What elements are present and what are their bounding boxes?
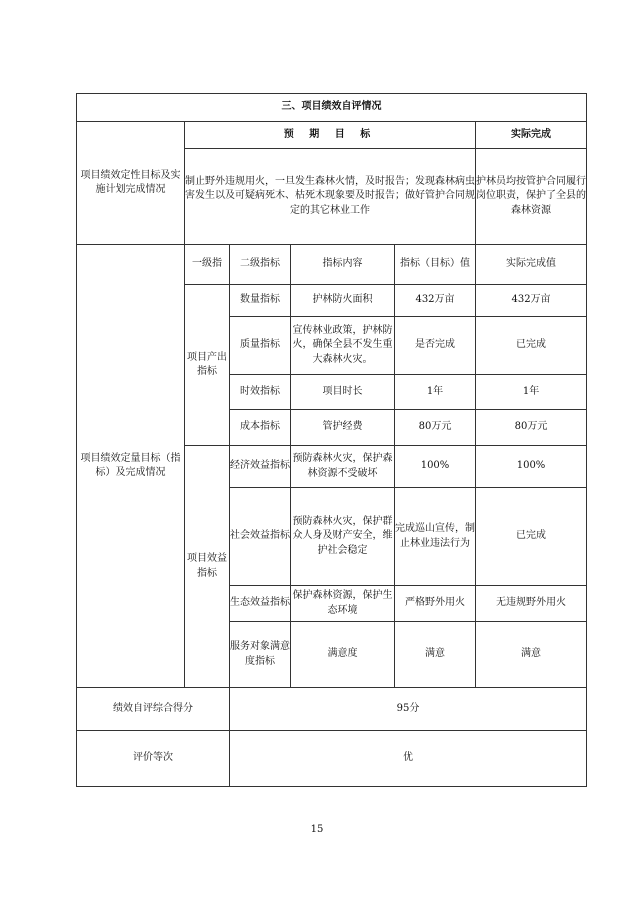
header-content: 指标内容 [291,245,395,285]
table-row-level2: 数量指标 [230,285,291,317]
table-row-actual: 已完成 [476,317,587,375]
performance-table [76,93,587,787]
table-row-target: 432万亩 [395,285,476,317]
table-row-actual: 无违规野外用火 [476,586,587,622]
grade-label: 评价等次 [77,731,230,787]
table-row-content: 项目时长 [291,375,395,410]
table-row-target: 完成巡山宣传，制止林业违法行为 [395,488,476,586]
header-actual: 实际完成值 [476,245,587,285]
table-row-target: 满意 [395,622,476,688]
table-row-level2: 时效指标 [230,375,291,410]
table-row-target: 是否完成 [395,317,476,375]
header-level1: 一级指 [185,245,230,285]
table-row-actual: 80万元 [476,410,587,446]
qualitative-label: 项目绩效定性目标及实施计划完成情况 [77,122,185,245]
table-row-target: 100% [395,446,476,488]
actual-completion-text: 护林员均按管护合同履行岗位职责，保护了全县的森林资源 [476,149,587,245]
table-row-actual: 满意 [476,622,587,688]
table-row-level2: 生态效益指标 [230,586,291,622]
table-row-level2: 社会效益指标 [230,488,291,586]
table-row-content: 护林防火面积 [291,285,395,317]
benefit-indicator-group: 项目效益指标 [185,446,230,688]
table-row-content: 预防森林火灾，保护群众人身及财产安全，维护社会稳定 [291,488,395,586]
expected-goal-header: 预 期 目 标 [185,122,476,149]
table-row-target: 1年 [395,375,476,410]
page-number: 15 [310,824,324,835]
output-indicator-group: 项目产出指标 [185,285,230,446]
score-label: 绩效自评综合得分 [77,688,230,731]
table-row-actual: 1年 [476,375,587,410]
table-row-level2: 服务对象满意度指标 [230,622,291,688]
expected-goal-text: 制止野外违规用火，一旦发生森林火情，及时报告；发现森林病虫害发生以及可疑病死木、枯死木现象要及时报告；做好管护合同规定的其它林业工作 [185,149,476,245]
table-row-actual: 已完成 [476,488,587,586]
table-row-content: 满意度 [291,622,395,688]
table-row-target: 严格野外用火 [395,586,476,622]
score-value: 95分 [230,688,587,731]
table-row-level2: 成本指标 [230,410,291,446]
grade-value: 优 [230,731,587,787]
table-row-target: 80万元 [395,410,476,446]
quantitative-label: 项目绩效定量目标（指标）及完成情况 [77,245,185,688]
table-row-content: 宣传林业政策，护林防火，确保全县不发生重大森林火灾。 [291,317,395,375]
table-row-actual: 100% [476,446,587,488]
table-row-content: 预防森林火灾，保护森林资源不受破坏 [291,446,395,488]
header-target: 指标（目标）值 [395,245,476,285]
table-row-actual: 432万亩 [476,285,587,317]
header-level2: 二级指标 [230,245,291,285]
table-row-level2: 质量指标 [230,317,291,375]
section-title: 三、项目绩效自评情况 [77,94,587,122]
actual-completion-header: 实际完成 [476,122,587,149]
table-row-content: 管护经费 [291,410,395,446]
table-row-content: 保护森林资源，保护生态环境 [291,586,395,622]
table-row-level2: 经济效益指标 [230,446,291,488]
